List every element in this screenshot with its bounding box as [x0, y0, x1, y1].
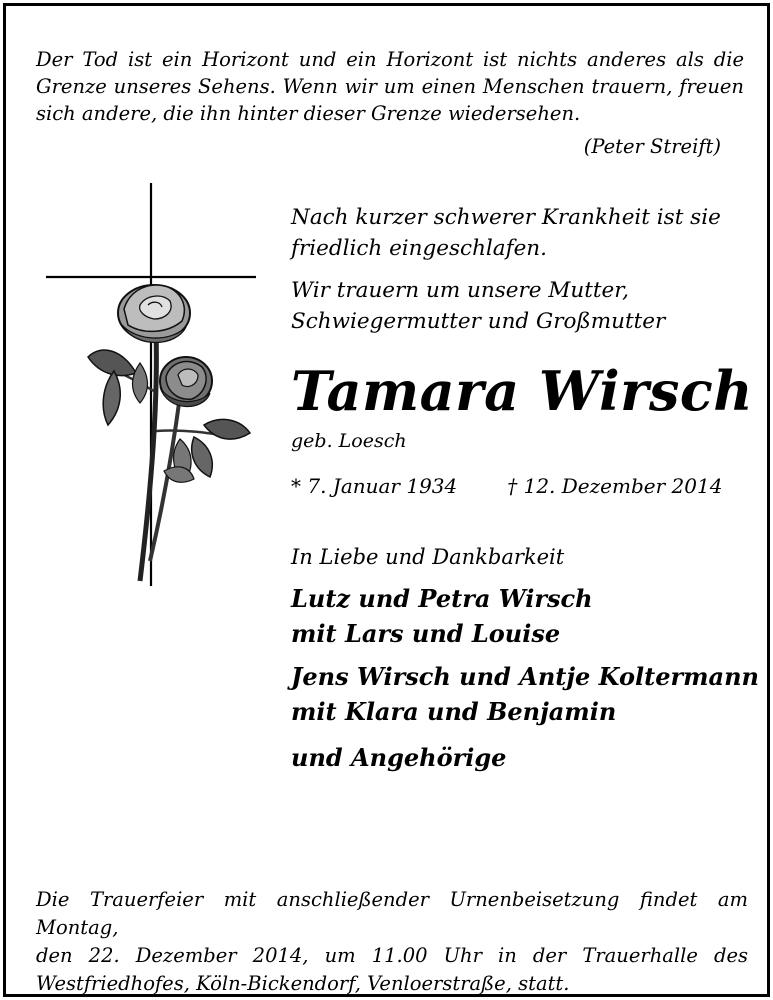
mourning-paragraph — [291, 275, 761, 337]
funeral-line: Die Trauerfeier mit anschließender Urnenbeisetzung findet am Montag, — [36, 888, 748, 939]
intro-line: Schwiegermutter und Großmutter — [291, 309, 666, 334]
death-date: † 12. Dezember 2014 — [507, 474, 723, 498]
obituary-frame — [3, 3, 770, 997]
funeral-line: den 22. Dezember 2014, um 11.00 Uhr in der Trauerhalle des — [36, 944, 748, 967]
intro-line: friedlich eingeschlafen. — [291, 236, 547, 261]
family-line: Jens Wirsch und Antje Koltermann — [291, 662, 759, 691]
quote-line: Der Tod ist ein Horizont und ein Horizont ist nichts anderes als die — [36, 48, 744, 71]
intro-paragraph — [291, 202, 761, 264]
life-dates — [291, 473, 761, 499]
birth-date: * 7. Januar 1934 — [291, 474, 458, 498]
family-group-2 — [291, 659, 761, 729]
funeral-line: Westfriedhofes, Köln-Bickendorf, Venloerstraße, statt. — [36, 972, 570, 995]
family-line: mit Klara und Benjamin — [291, 697, 617, 726]
family-line: Lutz und Petra Wirsch — [291, 584, 593, 613]
family-group-1 — [291, 581, 761, 651]
quote-line: sich andere, die ihn hinter dieser Grenze wiedersehen. — [36, 102, 581, 125]
intro-line: Wir trauern um unsere Mutter, — [291, 278, 629, 303]
thanks-line: In Liebe und Dankbarkeit — [291, 545, 565, 569]
family-line: mit Lars und Louise — [291, 619, 561, 648]
cross-with-roses-icon — [44, 181, 264, 591]
quote-line: Grenze unseres Sehens. Wenn wir um einen Menschen trauern, freuen — [36, 75, 744, 98]
relatives-line: und Angehörige — [291, 743, 507, 772]
quote-author: (Peter Streift) — [583, 135, 721, 158]
intro-line: Nach kurzer schwerer Krankheit ist sie — [291, 205, 721, 230]
main-content — [291, 202, 761, 775]
funeral-notice — [36, 886, 748, 998]
deceased-name: Tamara Wirsch — [291, 359, 754, 423]
birth-name: geb. Loesch — [291, 430, 407, 452]
quote-block — [36, 46, 744, 127]
